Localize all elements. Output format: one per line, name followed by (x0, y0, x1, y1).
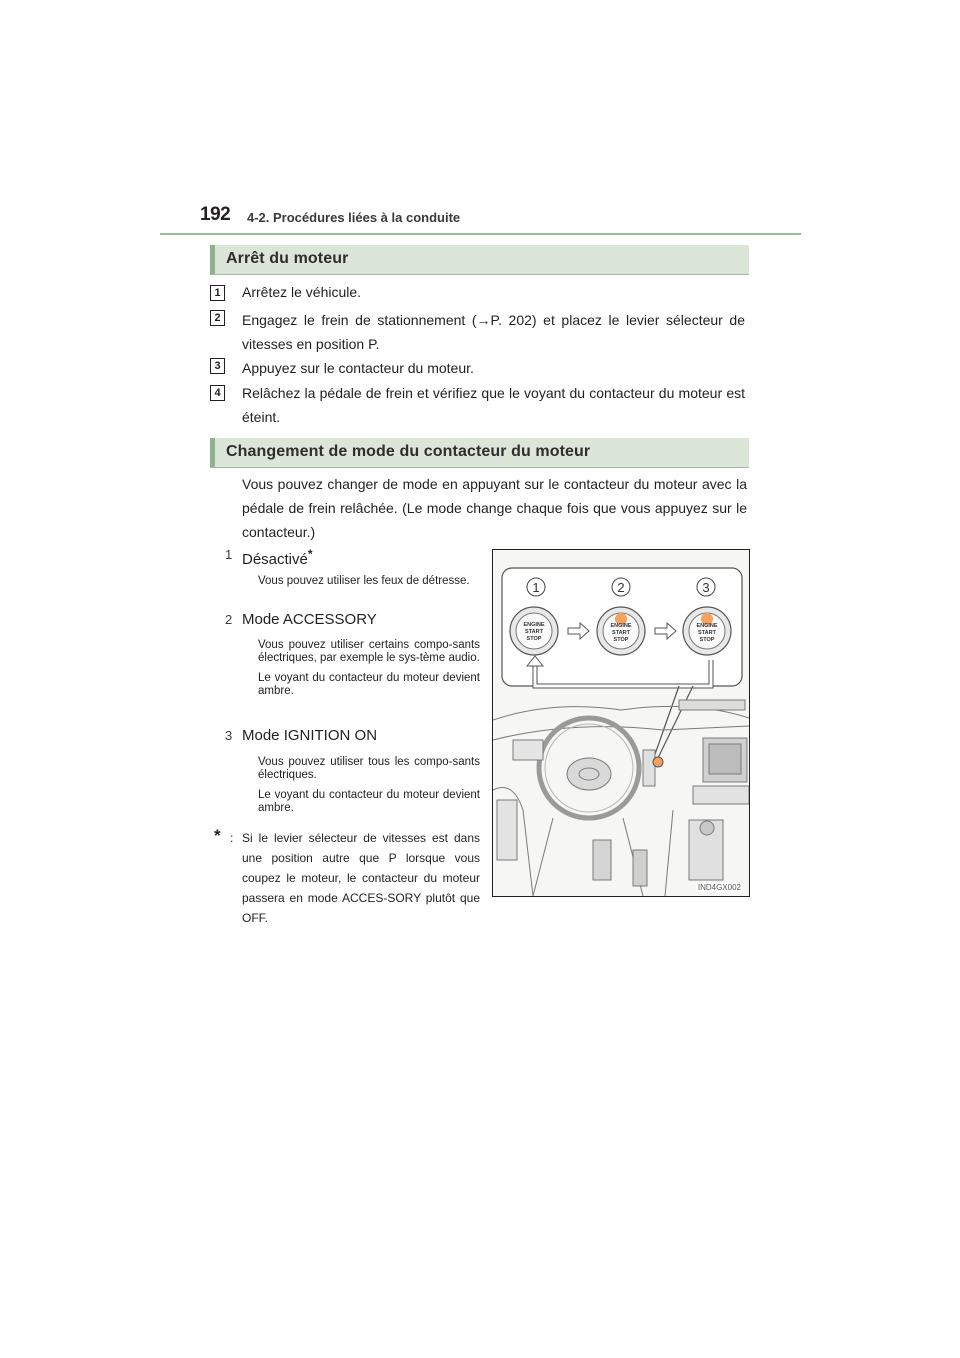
band-rule (210, 467, 749, 468)
asterisk-mark: * (307, 547, 313, 561)
mode-desc-1 (258, 575, 480, 588)
page-number: 192 (200, 204, 231, 225)
svg-text:3: 3 (225, 728, 233, 743)
band-rule (210, 274, 749, 275)
mode-desc-3 (258, 756, 480, 815)
svg-text:1: 1 (532, 580, 540, 595)
svg-text:ENGINE: ENGINE (696, 623, 718, 629)
step-number-3: 3 (210, 358, 225, 374)
dashboard-illustration (493, 550, 749, 896)
step-number-1: 1 (210, 285, 225, 301)
step-text-3: Appuyez sur le contacteur du moteur. (242, 360, 474, 376)
engine-button-ignition (683, 607, 731, 655)
section-heading-changement: Changement de mode du contacteur du moteur (226, 443, 591, 460)
svg-text:ENGINE: ENGINE (610, 623, 632, 629)
svg-text:ENGINE: ENGINE (523, 622, 545, 628)
svg-text:2: 2 (617, 580, 625, 595)
section-heading-arret: Arrêt du moteur (226, 250, 349, 267)
figure-id-label: IND4GX002 (697, 883, 741, 892)
mode-desc-2-line: Le voyant du contacteur du moteur devient ambre. (258, 672, 480, 697)
page-header (200, 204, 800, 234)
mode-title-1-text: Désactivé (242, 551, 308, 568)
header-rule (160, 233, 801, 235)
step-text-4: Relâchez la pédale de frein et vérifiez que le voyant du contacteur du moteur est éteint. (242, 385, 745, 425)
step-text-2: Engagez le frein de stationnement (→P. 202) et placez le levier sélecteur de vitesses en position P. (242, 312, 745, 352)
callout-number-3 (697, 578, 715, 596)
svg-text:1: 1 (225, 547, 233, 562)
step-text-1: Arrêtez le véhicule. (242, 284, 362, 300)
mode-number-1 (222, 546, 236, 566)
svg-text:2: 2 (225, 612, 233, 627)
section-band-arret (210, 245, 749, 274)
mode-number-2 (222, 611, 236, 631)
engine-switch-figure (492, 549, 750, 897)
step-number-4: 4 (210, 385, 225, 401)
footnote (230, 828, 480, 928)
callout-number-2 (612, 578, 630, 596)
mode-desc-1-line: Vous pouvez utiliser les feux de détresse. (258, 575, 470, 587)
step-number-2: 2 (210, 310, 225, 326)
engine-button-off (510, 607, 558, 655)
section-band-changement (210, 438, 749, 467)
svg-text:STOP: STOP (613, 637, 629, 643)
svg-text:START: START (698, 630, 716, 636)
svg-text:START: START (612, 630, 630, 636)
mode-number-3 (222, 727, 236, 747)
dashboard-drawing (493, 700, 749, 896)
mode-desc-2-line: Vous pouvez utiliser certains compo-sants électriques, par exemple le sys-tème audio. (258, 639, 480, 664)
footnote-text: Si le levier sélecteur de vitesses est dans une position autre que P lorsque vous coupez le moteur, le contacteur du moteur passera en mode ACCES-SORY plutôt que OFF. (242, 831, 480, 925)
svg-text:3: 3 (702, 580, 710, 595)
svg-text:STOP: STOP (699, 637, 715, 643)
mode-title-2: Mode ACCESSORY (242, 611, 377, 628)
section-title: 4-2. Procédures liées à la conduite (247, 210, 461, 225)
mode-title-1 (242, 547, 313, 568)
intro-paragraph: Vous pouvez changer de mode en appuyant sur le contacteur du moteur avec la pédale de frein relâchée. (Le mode change chaque fois que vous appuyez sur le contacteur.) (242, 476, 747, 540)
footnote-mark: * (214, 826, 221, 845)
footnote-colon: : (230, 831, 234, 845)
mode-title-3: Mode IGNITION ON (242, 727, 378, 744)
callout-number-1 (527, 578, 545, 596)
engine-switch-indicator (653, 757, 663, 767)
svg-text:START: START (525, 629, 543, 635)
svg-text:STOP: STOP (526, 636, 542, 642)
mode-desc-3-line: Le voyant du contacteur du moteur devient ambre. (258, 789, 480, 814)
mode-desc-2 (258, 639, 480, 698)
mode-desc-3-line: Vous pouvez utiliser tous les compo-sants électriques. (258, 756, 480, 781)
engine-button-accessory (597, 607, 645, 655)
